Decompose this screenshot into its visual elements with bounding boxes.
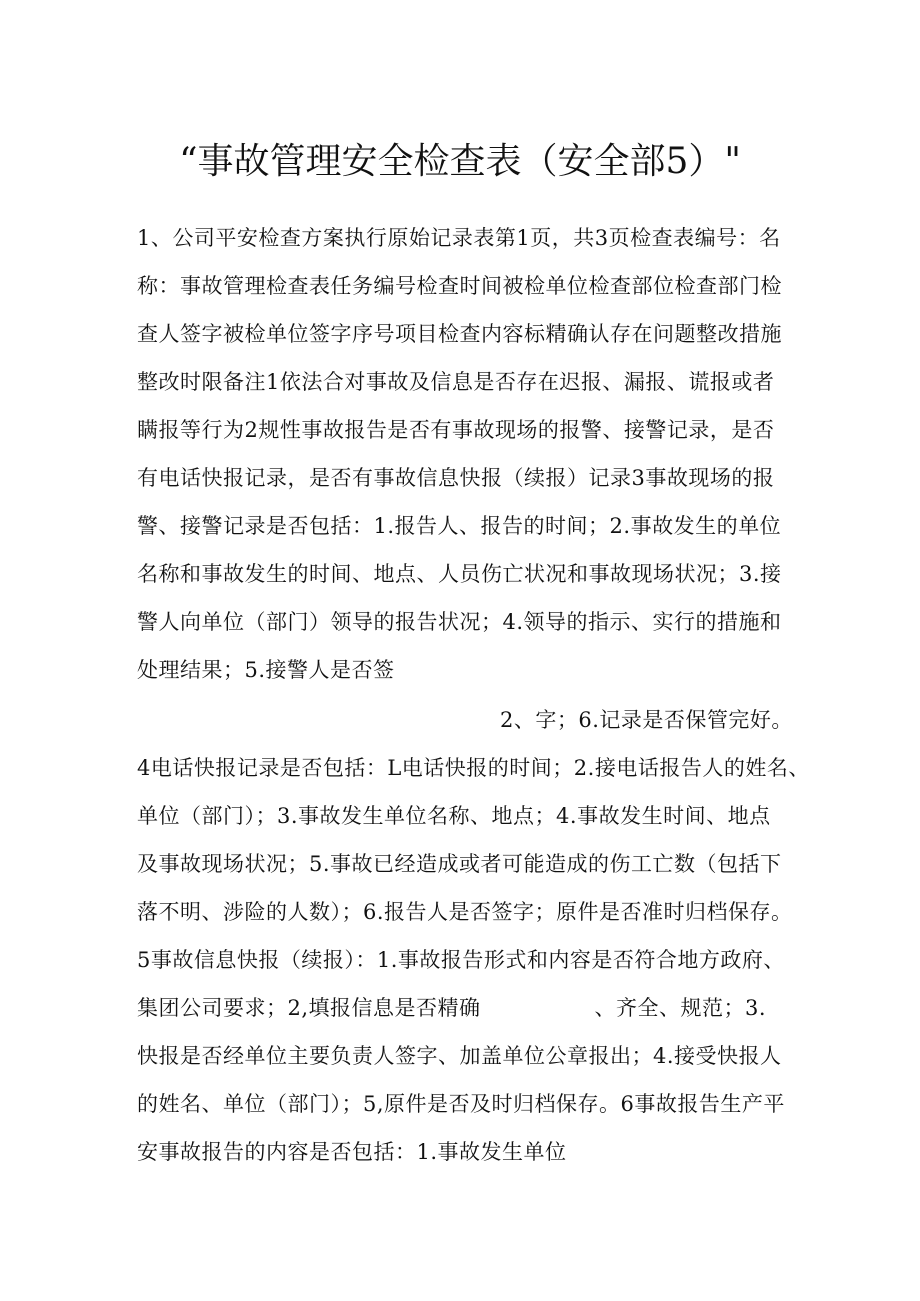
- body-line: 整改时限备注1依法合对事故及信息是否存在迟报、漏报、谎报或者: [137, 370, 775, 394]
- body-line: 警人向单位（部门）领导的报告状况；4.领导的指示、实行的措施和: [137, 610, 782, 634]
- body-line: 处理结果；5.接警人是否签: [137, 658, 395, 682]
- body-line: 1、公司平安检查方案执行原始记录表第1页，共3页检查表编号：名: [137, 226, 781, 250]
- body-line: 单位（部门）；3.事故发生单位名称、地点；4.事故发生时间、地点: [137, 804, 771, 828]
- body-line-part: 集团公司要求；2,填报信息是否精确: [137, 996, 481, 1020]
- body-line: 及事故现场状况；5.事故已经造成或者可能造成的伤工亡数（包括下: [137, 852, 782, 876]
- body-line: 警、接警记录是否包括：1.报告人、报告的时间；2.事故发生的单位: [137, 514, 782, 538]
- body-line: 瞒报等行为2规性事故报告是否有事故现场的报警、接警记录，是否: [137, 418, 775, 442]
- body-line: 2、字；6.记录是否保管完好。: [500, 708, 793, 732]
- body-line: 的姓名、单位（部门）；5,原件是否及时归档保存。6事故报告生产平: [137, 1092, 785, 1116]
- body-line: 查人签字被检单位签字序号项目检查内容标精确认存在问题整改措施: [137, 322, 782, 346]
- body-line: 快报是否经单位主要负责人签字、加盖单位公章报出；4.接受快报人: [137, 1044, 782, 1068]
- document-title: “事故管理安全检查表（安全部5）": [179, 141, 741, 182]
- body-line: 名称和事故发生的时间、地点、人员伤亡状况和事故现场状况；3.接: [137, 562, 782, 586]
- body-line: 5事故信息快报（续报）：1.事故报告形式和内容是否符合地方政府、: [137, 948, 785, 972]
- body-line-split: [137, 994, 766, 1022]
- body-line: 4电话快报记录是否包括：L电话快报的时间；2.接电话报告人的姓名、: [137, 756, 810, 780]
- body-line: 有电话快报记录，是否有事故信息快报（续报）记录3事故现场的报: [137, 466, 775, 490]
- body-line-part: 、齐全、规范；3.: [594, 996, 767, 1020]
- body-line: 安事故报告的内容是否包括：1.事故发生单位: [137, 1140, 567, 1164]
- body-line: 称：事故管理检查表任务编号检查时间被检单位检查部位检查部门检: [137, 274, 782, 298]
- body-line: 落不明、涉险的人数）；6.报告人是否签字；原件是否准时归档保存。: [137, 900, 793, 924]
